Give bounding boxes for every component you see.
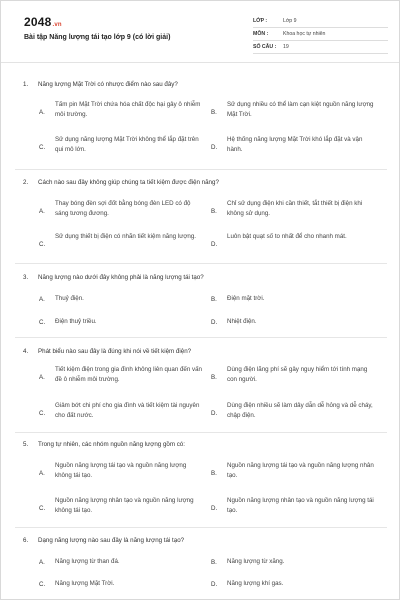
option-text: Chỉ sử dụng điện khi cần thiết, tắt thiết bị điện khi không sử dụng. xyxy=(227,200,363,217)
option-text: Sử dụng nhiều có thể làm cạn kiệt nguồn năng lượng Mặt Trời. xyxy=(227,101,374,118)
meta-row-subject xyxy=(253,28,388,41)
meta-key: SỐ CÂU : xyxy=(253,44,277,50)
question-text xyxy=(23,179,219,186)
option-label: B. xyxy=(211,470,217,477)
option-text: Nguồn năng lượng nhân tạo và nguồn năng lượng tái tạo. xyxy=(227,497,374,514)
site-logo[interactable] xyxy=(24,15,62,29)
option-label: D. xyxy=(211,505,218,512)
question-number: 1. xyxy=(23,81,29,88)
question-stem: Năng lượng nào dưới đây không phải là năng lượng tái tạo? xyxy=(38,274,204,281)
option-text: Sử dụng thiết bị điện có nhãn tiết kiệm năng lượng. xyxy=(55,233,196,240)
option-label: A. xyxy=(39,208,45,215)
question-text xyxy=(23,81,178,88)
option-text: Tấm pin Mặt Trời chứa hóa chất độc hại gây ô nhiễm môi trường. xyxy=(55,101,201,118)
question-stem: Trong tự nhiên, các nhóm nguồn năng lượng gồm có: xyxy=(38,441,185,448)
option-label: B. xyxy=(211,109,217,116)
question-stem: Dạng năng lượng nào sau đây là năng lượng tái tạo? xyxy=(38,537,185,544)
logo-suffix: .vn xyxy=(52,22,62,28)
option-label: C. xyxy=(39,241,46,248)
page-header xyxy=(1,1,399,63)
option-text: Nhiệt điện. xyxy=(227,318,257,325)
option-label: B. xyxy=(211,208,217,215)
option-label: B. xyxy=(211,374,217,381)
divider xyxy=(15,432,387,433)
question-text xyxy=(23,348,191,355)
question-number: 5. xyxy=(23,441,29,448)
option-label: C. xyxy=(39,505,46,512)
meta-row-grade xyxy=(253,15,388,28)
option-text: Nguồn năng lượng nhân tạo và nguồn năng lượng không tái tạo. xyxy=(55,497,194,514)
option-text: Năng lượng từ xăng. xyxy=(227,558,285,565)
option-label: D. xyxy=(211,144,218,151)
option-text: Dùng điện lãng phí sẽ gây nguy hiểm tới tính mạng con người. xyxy=(227,366,368,383)
option-label: A. xyxy=(39,109,45,116)
divider xyxy=(15,263,387,264)
divider xyxy=(15,169,387,170)
question-number: 3. xyxy=(23,274,29,281)
option-label: B. xyxy=(211,559,217,566)
logo-text: 2048 xyxy=(24,15,52,29)
question-stem: Năng lượng Mặt Trời có nhược điểm nào sau đây? xyxy=(38,81,178,88)
option-label: A. xyxy=(39,559,45,566)
question-stem: Cách nào sau đây không giúp chúng ta tiết kiệm được điện năng? xyxy=(38,179,219,186)
option-text: Luôn bật quạt số to nhất để cho nhanh mát. xyxy=(227,233,347,240)
option-text: Điện thuỷ triều. xyxy=(55,318,97,325)
option-label: C. xyxy=(39,144,46,151)
option-text: Năng lượng Mặt Trời. xyxy=(55,580,115,587)
option-text: Giảm bớt chi phí cho gia đình và tiết kiệm tài nguyên cho đất nước. xyxy=(55,402,200,419)
question-number: 4. xyxy=(23,348,29,355)
meta-table xyxy=(253,15,388,54)
option-label: B. xyxy=(211,296,217,303)
question-number: 6. xyxy=(23,537,29,544)
option-label: D. xyxy=(211,410,218,417)
meta-value: Khoa học tự nhiên xyxy=(283,31,326,37)
option-text: Thuỷ điện. xyxy=(55,295,84,302)
option-label: C. xyxy=(39,581,46,588)
option-text: Nguồn năng lượng tái tạo và nguồn năng lượng nhân tạo. xyxy=(227,462,374,479)
meta-key: MÔN : xyxy=(253,31,269,37)
question-text xyxy=(23,441,185,448)
option-text: Dùng điện nhiều sẽ làm dây dẫn dễ hỏng và dễ cháy, chập điện. xyxy=(227,402,373,419)
option-text: Hệ thống năng lượng Mặt Trời khó lắp đặt và vận hành. xyxy=(227,136,363,153)
option-text: Nguồn năng lượng tái tạo và nguồn năng lượng không tái tạo. xyxy=(55,462,187,479)
meta-key: LỚP : xyxy=(253,18,268,24)
option-label: C. xyxy=(39,319,46,326)
meta-row-count xyxy=(253,41,388,54)
option-text: Thay bóng đèn sợi đốt bằng bóng đèn LED có độ sáng tương đương. xyxy=(55,200,191,217)
question-number: 2. xyxy=(23,179,29,186)
option-label: A. xyxy=(39,296,45,303)
question-text xyxy=(23,537,184,544)
option-text: Điện mặt trời. xyxy=(227,295,265,302)
option-text: Sử dụng năng lượng Mặt Trời không thể lắp đặt trên qui mô lớn. xyxy=(55,136,199,153)
option-text: Năng lượng từ than đá. xyxy=(55,558,120,565)
option-text: Năng lượng khí gas. xyxy=(227,580,284,587)
question-stem: Phát biểu nào sau đây là đúng khi nói về tiết kiệm điện? xyxy=(38,348,192,355)
meta-value: Lớp 9 xyxy=(283,18,297,24)
meta-value: 19 xyxy=(283,44,289,50)
divider xyxy=(15,527,387,528)
option-label: D. xyxy=(211,581,218,588)
page-title: Bài tập Năng lượng tái tạo lớp 9 (có lời giải) xyxy=(24,34,171,41)
option-label: C. xyxy=(39,410,46,417)
divider xyxy=(15,337,387,338)
option-label: A. xyxy=(39,374,45,381)
option-text: Tiết kiệm điện trong gia đình không liên quan đến vấn đề ô nhiễm môi trường. xyxy=(55,366,202,383)
question-text xyxy=(23,274,204,281)
option-label: D. xyxy=(211,241,218,248)
option-label: A. xyxy=(39,470,45,477)
option-label: D. xyxy=(211,319,218,326)
